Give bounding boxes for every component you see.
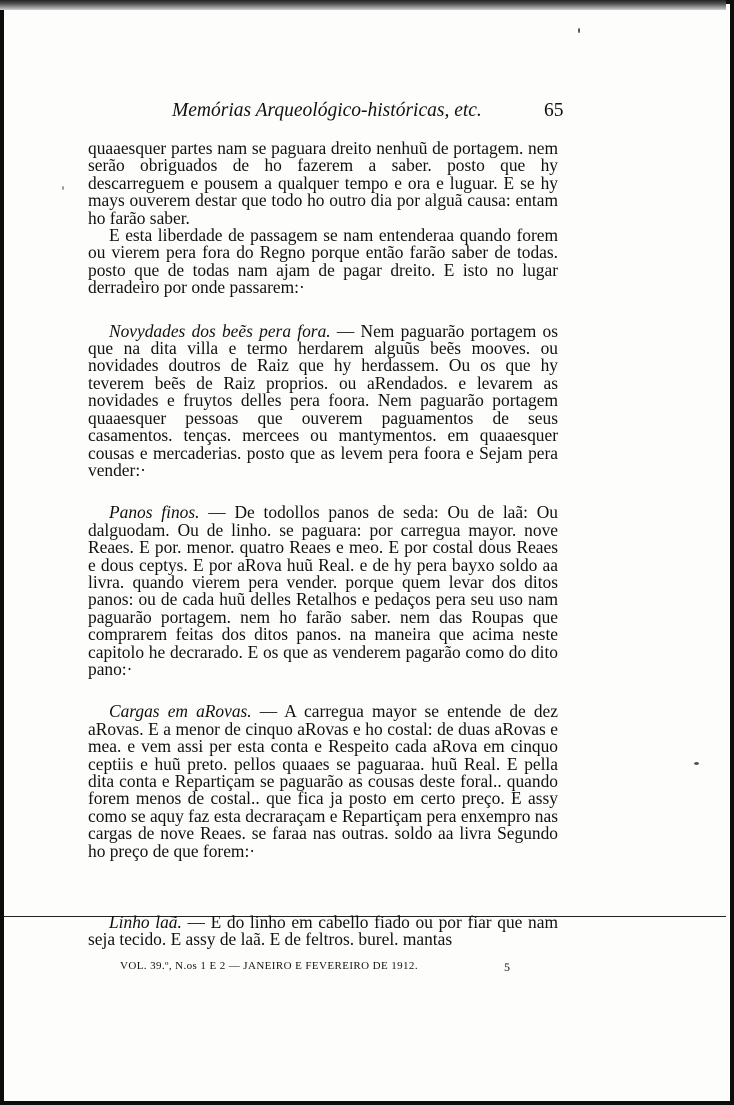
body-text [88, 140, 558, 885]
paragraph-text: quaaesquer partes nam se paguara dreito nenhuũ de portagem. nem serão obriguados de ho fazerem a saber. posto que hy descarreguem e pousem a qualquer tempo e ora e luguar. E se hy mays ouverem destar que todo ho outro dia por alguã causa: entam ho farão saber. [88, 138, 558, 228]
paragraph-novydades [88, 320, 558, 480]
scan-speck [62, 186, 64, 190]
paragraph-text: — E do linho em cabello fiado ou por fiar que nam seja tecido. E assy de laã. E de feltros. burel. mantas [88, 912, 558, 950]
running-head: Memórias Arqueológico-históricas, etc. [172, 100, 482, 121]
paragraph-text: — Nem paguarão portagem os que na dita villa e termo herdarem alguũs beẽs mooves. ou novidades doutros de Raiz que hy herdassem. Ou os que hy teverem beẽs de Raiz proprios. ou aRendados. e levarem as novidades e fruytos delles pera foora. Nem paguarão portagem quaaesquer pessoas que ouverem paguamentos de seus casamentos. tenças. mercees ou mantymentos. em quaaesquer cousas e mercaderias. posto que as levem pera foora e Sejam pera vender:· [88, 320, 558, 480]
paragraph-liberdade [88, 227, 558, 297]
paragraph-continued [88, 140, 558, 227]
signature-mark: 5 [504, 960, 510, 974]
body-text-end [88, 914, 558, 949]
section-title: Cargas em aRovas. [109, 701, 252, 722]
section-title: Linho laã. [109, 912, 182, 932]
paragraph-text: — De todollos panos de seda: Ou de laã: Ou dalguodam. Ou de linho. se paguara: por carregua mayor. nove Reaes. E por. menor. quatro Reaes e meo. E por costal dous Reaes e dous ceptys. E por aRova huũ Real. e de hy pera bayxo soldo aa livra. quando vierem pera vender. porque quem levar dos ditos panos: ou de cada huũ delles Retalhos e pedaços pera seu uso nam paguarão portagem. nem ho farão saber. nem das Roupas que comprarem feitas dos ditos panos. na maneira que acima neste capitolo he decrarado. E os que as venderem pagarão como do dito pano:· [88, 502, 559, 679]
section-title: Panos finos. [109, 502, 200, 523]
paragraph-linho [88, 914, 558, 949]
page-number: 65 [544, 100, 564, 121]
section-title: Novydades dos beẽs pera fora. [109, 320, 331, 341]
scan-speck [694, 762, 699, 765]
paragraph-text: — A carregua mayor se entende de dez aRovas. E a menor de cinquo aRovas e ho costal: de duas aRovas e mea. e vem assi per esta conta e Respeito cada aRova em cinquo ceptiis e huũ preto. pellos quaaes se paguaraa. huũ Real. E pella dita conta e Repartiçam se paguarão as cousas deste foral.. quando forem menos de costal.. que fica ja posto em certo preço. E assy como se aquy faz esta decraraçam e Repartiçam pera enxempro nas cargas de nove Reaes. se faraa nas outras. soldo aa livra Segundo ho preço de que forem:· [88, 701, 558, 861]
scan-speck [578, 28, 580, 33]
footer-volume-line: VOL. 39.º, N.os 1 E 2 — JANEIRO E FEVEREIRO DE 1912. [120, 960, 418, 972]
paragraph-cargas [88, 703, 558, 860]
paragraph-panos-finos [88, 504, 558, 678]
scan-top-edge [0, 0, 726, 10]
paragraph-text: E esta liberdade de passagem se nam entenderaa quando forem ou vierem pera fora do Regno porque então farão saber de todas. posto que de todas nam ajam de pagar dreito. E isto no lugar derradeiro por onde passarem:· [88, 225, 558, 298]
